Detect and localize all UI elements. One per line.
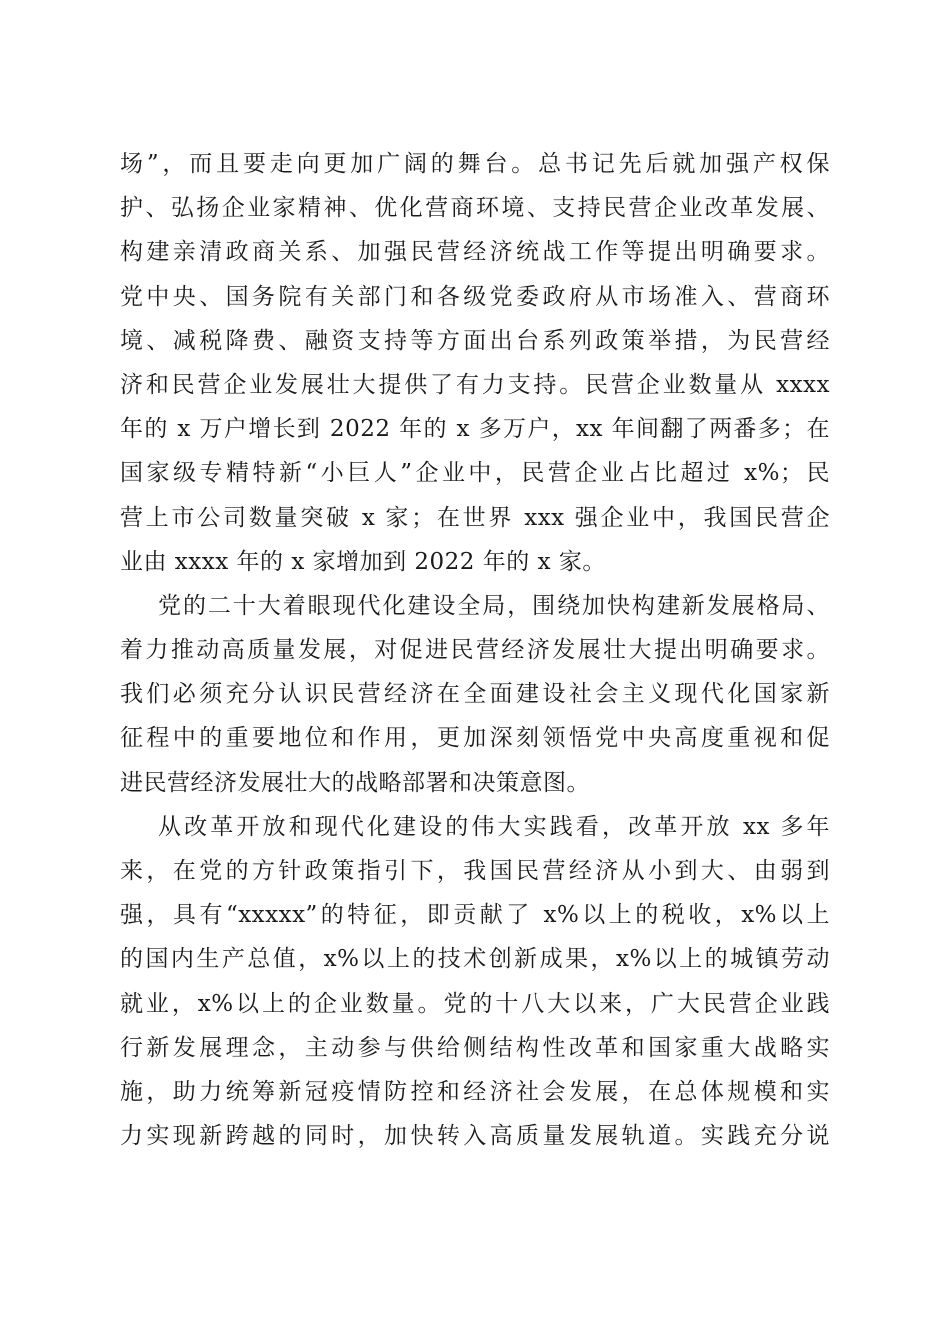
paragraph-line: 营上市公司数量突破 x 家；在世界 xxx 强企业中，我国民营企 xyxy=(120,504,830,531)
paragraph-line: 着力推动高质量发展，对促进民营经济发展壮大提出明确要求。 xyxy=(120,637,830,664)
paragraph-line: 来，在党的方针政策指引下，我国民营经济从小到大、由弱到 xyxy=(120,858,830,884)
paragraph-line: 年的 x 万户增长到 2022 年的 x 多万户，xx 年间翻了两番多；在 xyxy=(120,416,830,443)
paragraph-line: 的国内生产总值，x%以上的技术创新成果，x%以上的城镇劳动 xyxy=(120,946,830,973)
paragraph-line: 征程中的重要地位和作用，更加深刻领悟党中央高度重视和促 xyxy=(120,725,830,752)
paragraph-line: 护、弘扬企业家精神、优化营商环境、支持民营企业改革发展、 xyxy=(120,195,830,222)
paragraph-line: 构建亲清政商关系、加强民营经济统战工作等提出明确要求。 xyxy=(120,239,830,266)
paragraph-line: 济和民营企业发展壮大提供了有力支持。民营企业数量从 xxxx xyxy=(120,371,830,398)
paragraph-line: 施，助力统筹新冠疫情防控和经济社会发展，在总体规模和实 xyxy=(120,1078,830,1105)
paragraph-line: 我们必须充分认识民营经济在全面建设社会主义现代化国家新 xyxy=(120,681,830,708)
paragraph-line: 业由 xxxx 年的 x 家增加到 2022 年的 x 家。 xyxy=(120,548,606,575)
paragraph-line: 党的二十大着眼现代化建设全局，围绕加快构建新发展格局、 xyxy=(158,592,830,619)
paragraph-line: 强，具有“xxxxx”的特征，即贡献了 x%以上的税收，x%以上 xyxy=(120,902,830,929)
paragraph-1 xyxy=(120,142,830,584)
paragraph-line: 场”，而且要走向更加广阔的舞台。总书记先后就加强产权保 xyxy=(120,151,830,177)
paragraph-line: 进民营经济发展壮大的战略部署和决策意图。 xyxy=(120,769,590,796)
body-text xyxy=(120,142,830,1158)
paragraph-2 xyxy=(120,584,830,805)
paragraph-line: 国家级专精特新“小巨人”企业中，民营企业占比超过 x%；民 xyxy=(120,460,830,487)
paragraph-3 xyxy=(120,805,830,1159)
paragraph-line: 力实现新跨越的同时，加快转入高质量发展轨道。实践充分说 xyxy=(120,1123,830,1150)
paragraph-line: 境、减税降费、融资支持等方面出台系列政策举措，为民营经 xyxy=(120,327,830,354)
paragraph-line: 就业，x%以上的企业数量。党的十八大以来，广大民营企业践 xyxy=(120,990,830,1017)
paragraph-line: 从改革开放和现代化建设的伟大实践看，改革开放 xx 多年 xyxy=(158,813,830,840)
paragraph-line: 行新发展理念，主动参与供给侧结构性改革和国家重大战略实 xyxy=(120,1034,830,1061)
paragraph-line: 党中央、国务院有关部门和各级党委政府从市场准入、营商环 xyxy=(120,283,830,310)
